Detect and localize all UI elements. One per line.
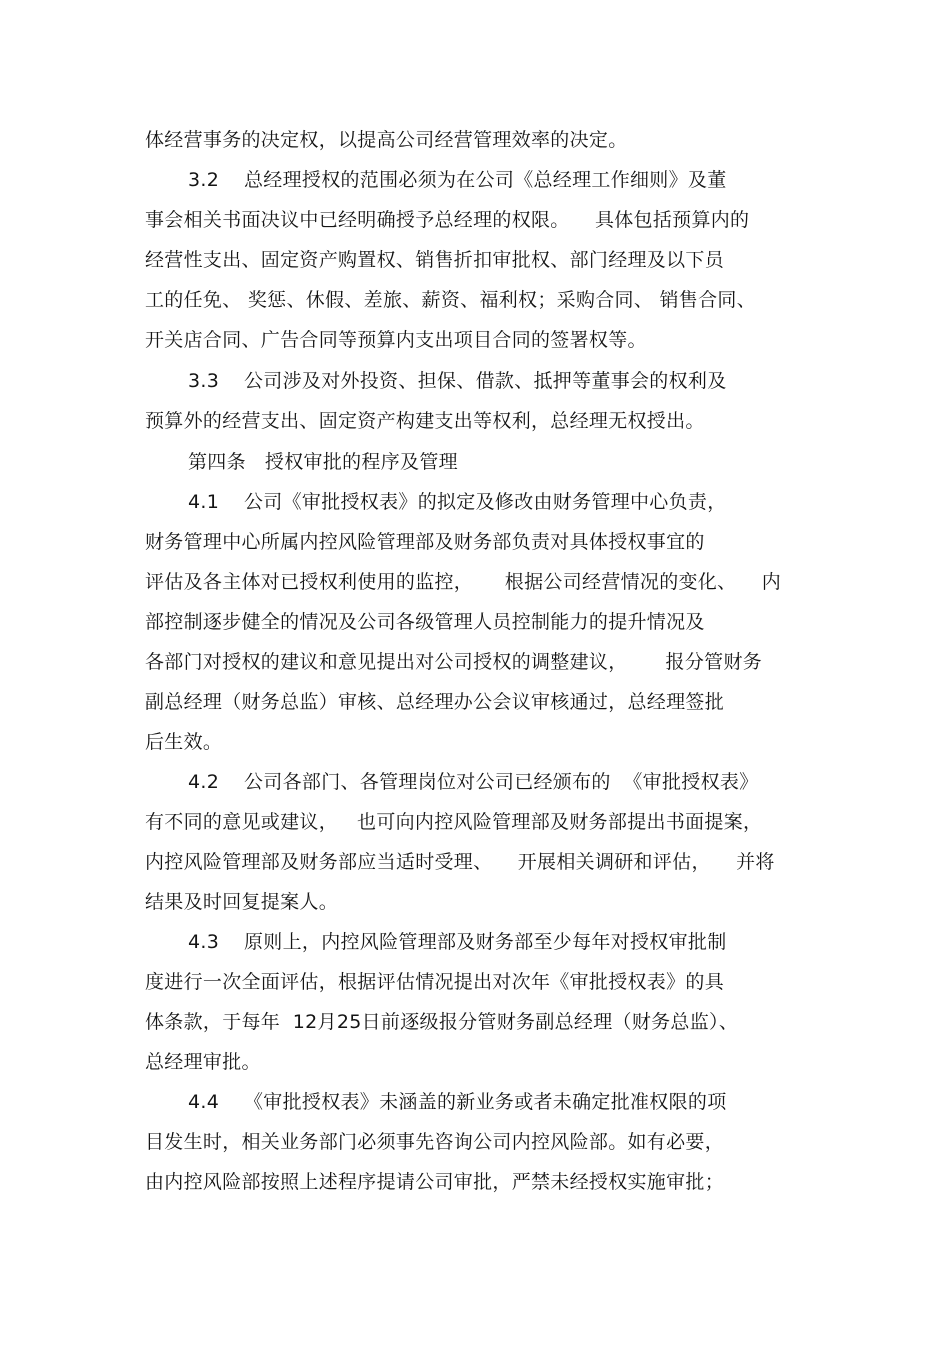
text-line: 经营性支出、固定资产购置权、销售折扣审批权、部门经理及以下员 [145,249,725,271]
clause-4-1: 4.1 公司《审批授权表》的拟定及修改由财务管理中心负责， [188,491,727,513]
clause-3-3: 3.3 公司涉及对外投资、担保、借款、抵押等董事会的权利及 [188,370,727,392]
clause-number: 4.4 [188,1091,220,1113]
clause-4-2: 4.2 公司各部门、各管理岗位对公司已经颁布的 《审批授权表》 [188,771,759,793]
text-line: 有不同的意见或建议， 也可向内控风险管理部及财务部提出书面提案， [145,811,763,833]
article-heading: 第四条 授权审批的程序及管理 [188,451,458,473]
text-line: 部控制逐步健全的情况及公司各级管理人员控制能力的提升情况及 [145,611,705,633]
text-line: 由内控风险部按照上述程序提请公司审批，严禁未经授权实施审批； [145,1171,725,1193]
clause-number: 4.2 [188,771,220,793]
text-line: 结果及时回复提案人。 [145,891,339,913]
clause-number: 4.3 [188,931,220,953]
text-line: 度进行一次全面评估，根据评估情况提出对次年《审批授权表》的具 [145,971,725,993]
text-line: 事会相关书面决议中已经明确授予总经理的权限。 具体包括预算内的 [145,209,750,231]
clause-number: 4.1 [188,491,220,513]
clause-4-4: 4.4 《审批授权表》未涵盖的新业务或者未确定批准权限的项 [188,1091,727,1113]
text-line: 后生效。 [145,731,223,753]
clause-number: 3.2 [188,169,220,191]
text-line: 内控风险管理部及财务部应当适时受理、 开展相关调研和评估， 并将 [145,851,775,873]
text-line: 开关店合同、广告合同等预算内支出项目合同的签署权等。 [145,329,647,351]
clause-4-3: 4.3 原则上，内控风险管理部及财务部至少每年对授权审批制 [188,931,727,953]
text-line: 工的任免、 奖惩、休假、差旅、薪资、福利权；采购合同、 销售合同、 [145,289,756,311]
clause-3-2: 3.2 总经理授权的范围必须为在公司《总经理工作细则》及董 [188,169,727,191]
text-line: 总经理审批。 [145,1051,261,1073]
text-line: 副总经理（财务总监）审核、总经理办公会议审核通过，总经理签批 [145,691,725,713]
clause-number: 3.3 [188,370,220,392]
text-line: 体经营事务的决定权，以提高公司经营管理效率的决定。 [145,129,628,151]
text-line: 预算外的经营支出、固定资产构建支出等权利，总经理无权授出。 [145,410,705,432]
text-line: 目发生时，相关业务部门必须事先咨询公司内控风险部。如有必要， [145,1131,725,1153]
text-line: 体条款，于每年 12月25日前逐级报分管财务副总经理（财务总监）、 [145,1011,739,1033]
text-line: 各部门对授权的建议和意见提出对公司授权的调整建议， 报分管财务 [145,651,763,673]
text-line: 评估及各主体对已授权利使用的监控， 根据公司经营情况的变化、 内 [145,571,782,593]
text-line: 财务管理中心所属内控风险管理部及财务部负责对具体授权事宜的 [145,531,705,553]
